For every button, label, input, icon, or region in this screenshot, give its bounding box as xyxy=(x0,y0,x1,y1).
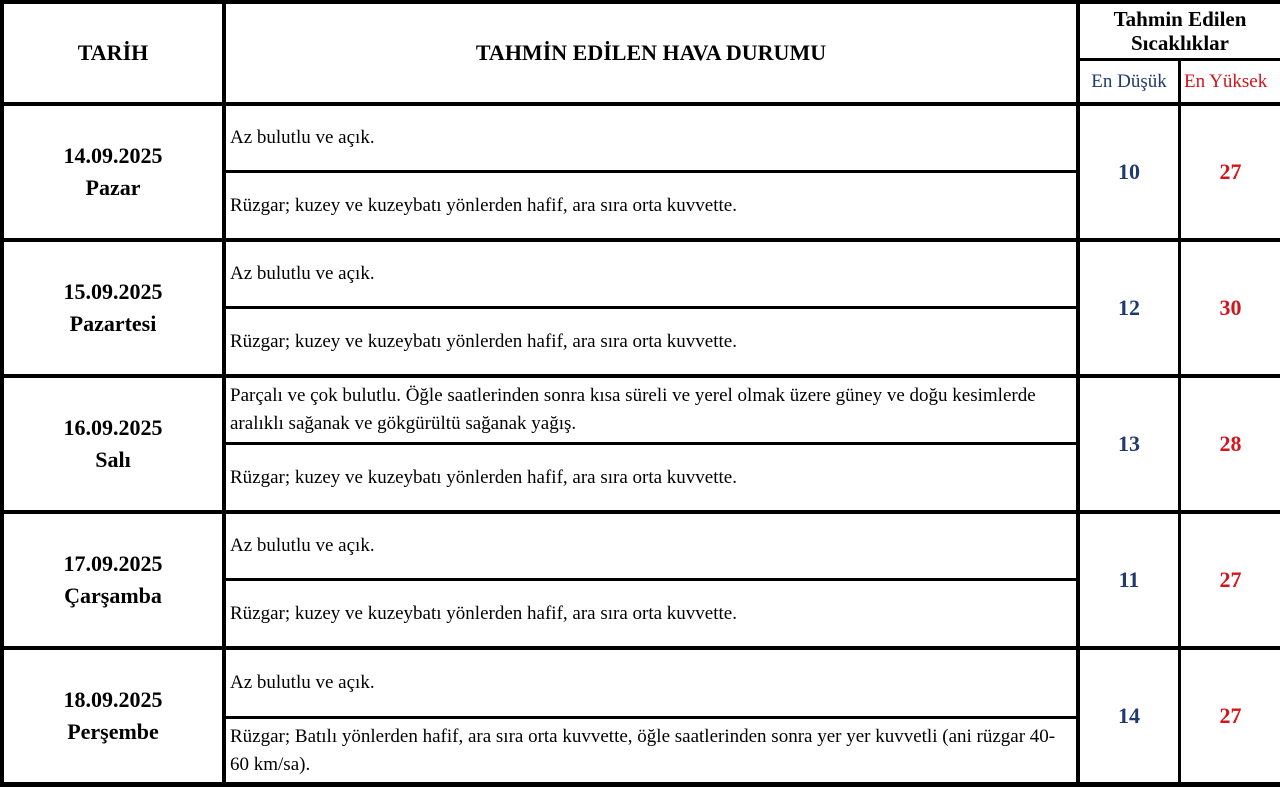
date-text: 14.09.2025 xyxy=(63,143,163,168)
header-date: TARİH xyxy=(77,40,149,65)
weather-text: Az bulutlu ve açık. xyxy=(230,263,375,284)
date-text: 17.09.2025 xyxy=(63,551,163,576)
wind-text: Rüzgar; Batılı yönlerden hafif, ara sıra orta kuvvette, öğle saatlerinden sonra yer yer kuvvetli (ani rüzgar 40-60 km/sa). xyxy=(230,726,1056,775)
wind-text: Rüzgar; kuzey ve kuzeybatı yönlerden hafif, ara sıra orta kuvvette. xyxy=(230,467,737,488)
header-temp-high: En Yüksek xyxy=(1184,71,1268,92)
wind-text: Rüzgar; kuzey ve kuzeybatı yönlerden hafif, ara sıra orta kuvvette. xyxy=(230,195,737,216)
day-text: Çarşamba xyxy=(64,583,162,608)
date-cell xyxy=(4,650,222,782)
table-border xyxy=(0,782,1280,787)
table-border xyxy=(224,306,1078,309)
table-border xyxy=(0,102,1280,106)
day-text: Salı xyxy=(95,447,131,472)
table-border xyxy=(0,510,1280,514)
day-text: Perşembe xyxy=(67,719,159,744)
table-border xyxy=(222,0,226,787)
table-border xyxy=(224,170,1078,173)
table-border xyxy=(0,0,1280,4)
date-cell xyxy=(4,106,222,238)
date-text: 15.09.2025 xyxy=(63,279,163,304)
weather-text: Parçalı ve çok bulutlu. Öğle saatlerinden sonra kısa süreli ve yerel olmak üzere güney ve doğu kesimlerde aralıklı sağanak ve gökgürültü sağanak yağış. xyxy=(230,385,1036,434)
table-border xyxy=(224,716,1078,719)
weather-text: Az bulutlu ve açık. xyxy=(230,127,375,148)
day-text: Pazar xyxy=(85,175,141,200)
weather-text: Az bulutlu ve açık. xyxy=(230,672,375,693)
temp-low-value: 11 xyxy=(1118,567,1140,592)
temp-low-value: 10 xyxy=(1118,159,1140,184)
temp-high-value: 30 xyxy=(1219,295,1242,320)
date-text: 18.09.2025 xyxy=(63,687,163,712)
table-border xyxy=(0,374,1280,378)
date-cell xyxy=(4,242,222,374)
date-text: 16.09.2025 xyxy=(63,415,163,440)
table-border xyxy=(0,238,1280,242)
header-forecast: TAHMİN EDİLEN HAVA DURUMU xyxy=(475,40,827,65)
date-cell xyxy=(4,378,222,510)
date-cell xyxy=(4,514,222,646)
temp-high-value: 27 xyxy=(1219,703,1242,728)
header-temperature-group: Tahmin Edilen Sıcaklıklar xyxy=(1113,7,1247,55)
table-border xyxy=(1178,58,1181,787)
weather-text: Az bulutlu ve açık. xyxy=(230,535,375,556)
table-border xyxy=(0,646,1280,650)
temp-low-value: 12 xyxy=(1118,295,1140,320)
temp-low-value: 13 xyxy=(1118,431,1140,456)
temp-high-value: 27 xyxy=(1219,159,1242,184)
day-text: Pazartesi xyxy=(69,311,157,336)
table-border xyxy=(1076,0,1080,787)
table-border xyxy=(0,0,4,787)
table-border xyxy=(224,442,1078,445)
temp-low-value: 14 xyxy=(1118,703,1140,728)
temp-high-value: 28 xyxy=(1219,431,1242,456)
temp-high-value: 27 xyxy=(1219,567,1242,592)
table-border xyxy=(224,578,1078,581)
wind-text: Rüzgar; kuzey ve kuzeybatı yönlerden hafif, ara sıra orta kuvvette. xyxy=(230,331,737,352)
header-temp-low: En Düşük xyxy=(1091,71,1167,92)
wind-text: Rüzgar; kuzey ve kuzeybatı yönlerden hafif, ara sıra orta kuvvette. xyxy=(230,603,737,624)
